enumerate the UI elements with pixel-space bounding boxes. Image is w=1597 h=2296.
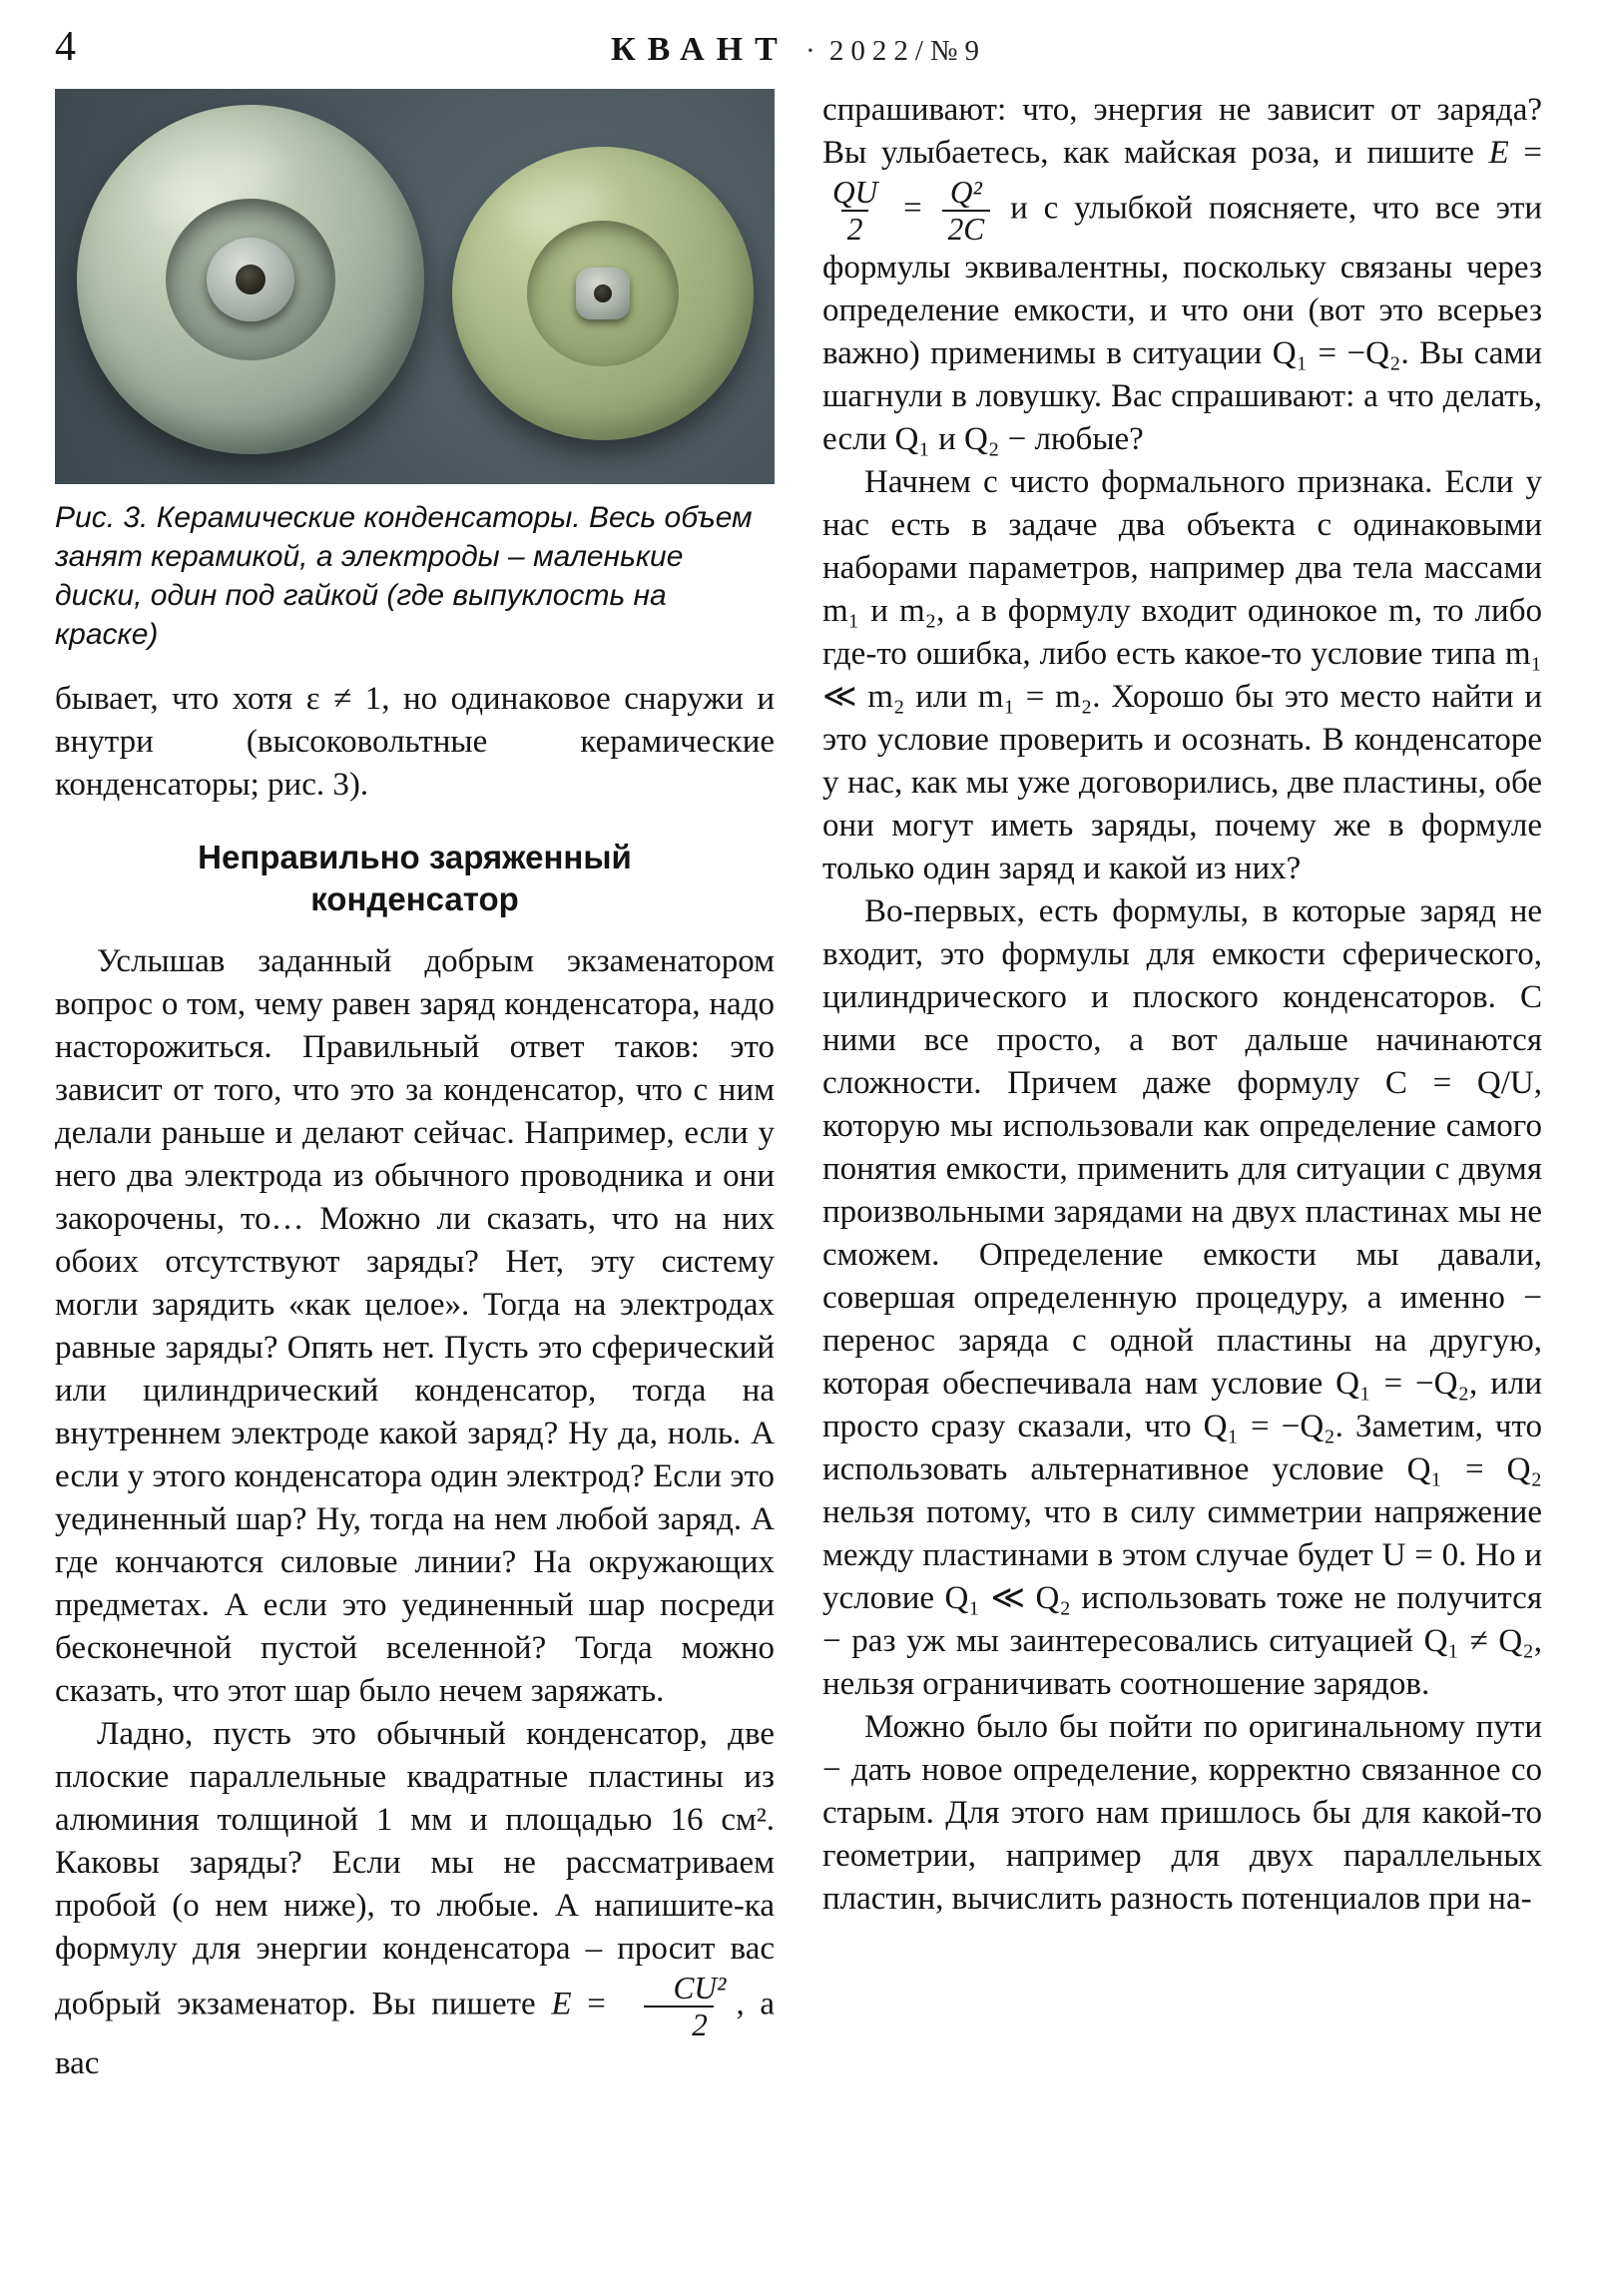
paragraph: Услышав заданный добрым экзаменатором вопрос о том, чему равен заряд конденсатора, надо насторожиться. Правильный ответ таков: это зависит от того, что это за конденсатор, что с ним делали раньше и делают сейчас. Например, если у него два электрода из обычного проводника и они закорочены, то… Можно ли сказать, что на них обоих отсутствуют заряды? Нет, эту систему могли зарядить «как целое». Тогда на электродах равные заряды? Опять нет. Пусть это сферический или цилиндрический конденсатор, тогда на внутреннем электроде какой заряд? Ну да, ноль. А если у этого конденсатора один электрод? Если это уединенный шар? Ну, тогда на нем любой заряд. А где кончаются силовые линии? На окружающих предметах. А если это уединенный шар посреди бесконечной пустой вселенной? Тогда можно сказать, что этот шар было нечем заряжать. xyxy=(55,943,775,1709)
capacitor-nut xyxy=(207,238,294,321)
paragraph-continuation: бывает, что хотя ε ≠ 1, но одинаковое снаружи и внутри (высоковольтные керамические конденсаторы; рис. 3). xyxy=(55,681,775,803)
capacitor-bore-hole xyxy=(594,285,612,302)
issue-number: 2022/№9 xyxy=(828,35,987,67)
fraction xyxy=(826,175,883,247)
equals-sign: = xyxy=(903,190,922,227)
equals-sign: = xyxy=(587,1986,606,2022)
ceramic-capacitor-small xyxy=(452,147,754,440)
formula-variable: E xyxy=(1488,135,1509,171)
two-column-layout xyxy=(55,89,1542,2085)
page-number: 4 xyxy=(55,24,76,70)
fraction-denominator: 2 xyxy=(644,2006,714,2042)
paragraph: Во-первых, есть формулы, в которые заряд не входит, это формулы для емкости сферического, цилиндрического и плоского конденсаторов. С ними все просто, а вот дальше начинаются сложности. Причем даже формулу C = Q/U, которую мы использовали как определение самого понятия емкости, применить для ситуации с двумя произвольными зарядами на двух пластинах мы не сможем. Определение емкости мы давали, совершая определенную процедуру, а именно − перенос заряда с одной пластины на другую, которая обеспечивала нам условие Q₁ = −Q₂, или просто сразу сказали, что Q₁ = −Q₂. Заметим, что использовать альтернативное условие Q₁ = Q₂ нельзя потому, что в силу симметрии напряжение между пластинами в этом случае будет U = 0. Но и условие Q₁ ≪ Q₂ использовать тоже не получится − раз уж мы заинтересовались ситуацией Q₁ ≠ Q₂, нельзя ограничивать соотношение зарядов. xyxy=(822,893,1542,1703)
journal-title: КВАНТ xyxy=(610,31,790,68)
figure-caption: Рис. 3. Керамические конденсаторы. Весь объем занят керамикой, а электроды – маленькие диски, один под гайкой (где выпуклость на краске) xyxy=(55,501,753,651)
paragraph: Начнем с чисто формального признака. Если у нас есть в задаче два объекта с одинаковыми наборами параметров, например два тела массами m₁ и m₂, а в формулу входит одинокое m, то либо где-то ошибка, либо есть какое-то условие типа m₁ ≪ m₂ или m₁ = m₂. Хорошо бы это место найти и это условие проверить и осознать. В конденсаторе у нас, как мы уже договорились, две пластины, обе они могут иметь заряды, почему же в формуле только один заряд и какой из них? xyxy=(822,464,1542,887)
capacitor-bore-hole xyxy=(236,265,266,294)
fraction-numerator: CU² xyxy=(673,1971,727,2006)
left-column xyxy=(55,89,775,2085)
section-heading xyxy=(55,837,775,920)
ceramic-capacitor-large xyxy=(77,105,424,454)
paragraph-with-formula xyxy=(822,89,1542,461)
fraction xyxy=(626,1971,733,2042)
paragraph-text: Ладно, пусть это обычный конденсатор, две плоские параллельные квадратные пластины из алюминия толщиной 1 мм и площадью 16 см². Каковы заряды? Если мы не рассматриваем пробой (о нем ниже), то любые. А напишите-ка формулу для энергии конденсатора – просит вас добрый экзаменатор. Вы пишете xyxy=(55,1716,775,2022)
right-column xyxy=(822,89,1542,2085)
paragraph-text: и с улыбкой поясняете, что все эти формулы эквивалентны, поскольку связаны через определение емкости, и что они (вот это всерьез важно) применимы в ситуации Q₁ = −Q₂. Вы сами шагнули в ловушку. Вас спрашивают: а что делать, если Q₁ и Q₂ − любые? xyxy=(822,190,1543,458)
fraction-denominator: 2 xyxy=(841,210,869,247)
equals-sign: = xyxy=(1523,135,1543,171)
paragraph-with-formula xyxy=(55,1713,775,2085)
fraction-numerator: Q² xyxy=(949,175,982,210)
paragraph-text: спрашивают: что, энергия не зависит от заряда? Вы улыбаетесь, как майская роза, и пишите xyxy=(822,92,1542,171)
capacitor-nut xyxy=(576,268,630,319)
fraction-numerator: QU xyxy=(832,175,878,210)
heading-line: конденсатор xyxy=(310,880,519,917)
heading-line: Неправильно заряженный xyxy=(198,839,632,875)
page-header xyxy=(55,26,1542,69)
fraction-denominator: 2C xyxy=(942,210,991,247)
capacitors-photo xyxy=(55,89,775,484)
journal-masthead xyxy=(611,31,986,69)
fraction xyxy=(942,175,991,247)
paragraph: Можно было бы пойти по оригинальному пути − дать новое определение, корректно связанное со старым. Для этого нам пришлось бы для какой-то геометрии, например для двух параллельных пластин, вычислить разность потенциалов при на- xyxy=(822,1709,1542,1918)
masthead-separator: · xyxy=(804,34,815,67)
figure-3 xyxy=(55,89,775,654)
paragraph-text: , а вас xyxy=(55,1986,776,2082)
formula-variable: E xyxy=(551,1986,572,2022)
